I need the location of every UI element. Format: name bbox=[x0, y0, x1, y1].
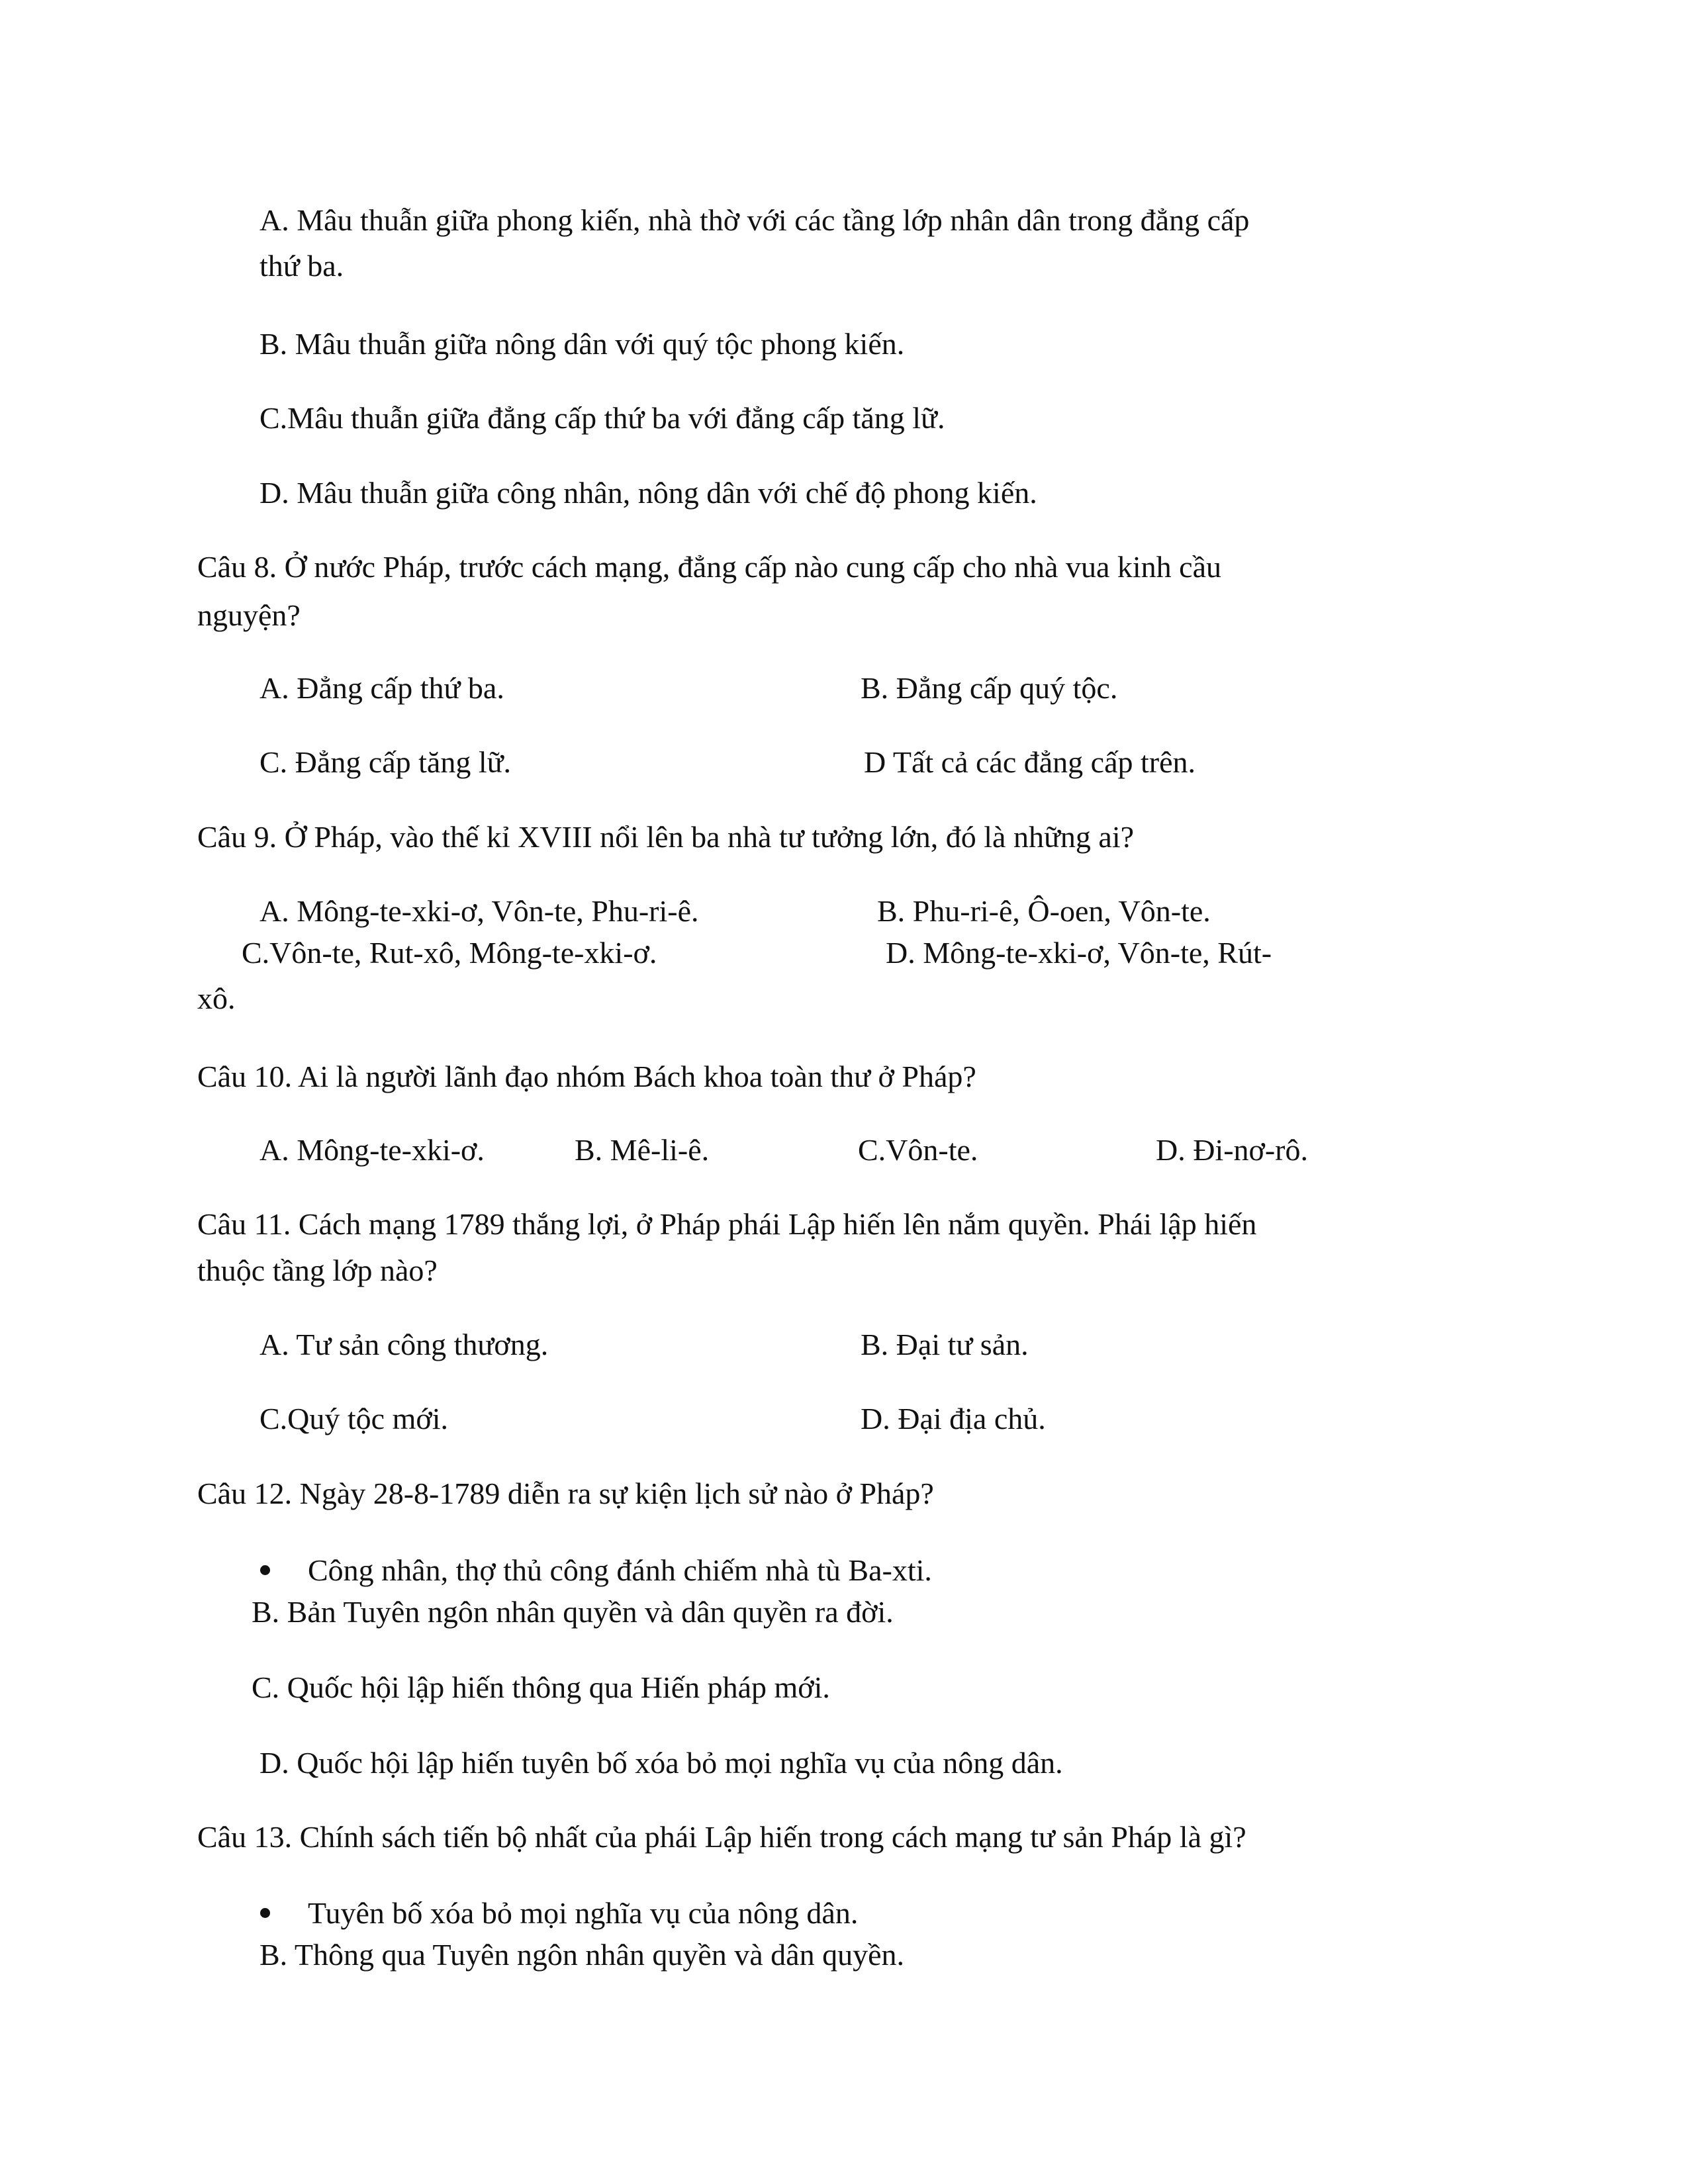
q8-option-a: A. Đẳng cấp thứ ba. bbox=[259, 671, 504, 705]
q10-option-a: A. Mông-te-xki-ơ. bbox=[259, 1133, 485, 1167]
q12-option-b: B. Bản Tuyên ngôn nhân quyền và dân quyền ra đời. bbox=[252, 1595, 894, 1629]
q9-question: Câu 9. Ở Pháp, vào thế kỉ XVIII nổi lên ba nhà tư tưởng lớn, đó là những ai? bbox=[197, 820, 1135, 854]
q8-option-c: C. Đẳng cấp tăng lữ. bbox=[259, 745, 512, 779]
q10-option-b: B. Mê-li-ê. bbox=[575, 1133, 710, 1167]
q9-option-c: C.Vôn-te, Rut-xô, Mông-te-xki-ơ. bbox=[242, 936, 657, 970]
q11-option-c: C.Quý tộc mới. bbox=[259, 1402, 448, 1435]
q8-question-line2: nguyện? bbox=[197, 598, 301, 632]
q11-question-line2: thuộc tầng lớp nào? bbox=[197, 1253, 438, 1287]
q9-option-a: A. Mông-te-xki-ơ, Vôn-te, Phu-ri-ê. bbox=[259, 894, 699, 928]
q7-option-b: B. Mâu thuẫn giữa nông dân với quý tộc phong kiến. bbox=[259, 327, 905, 361]
q7-option-c: C.Mâu thuẫn giữa đẳng cấp thứ ba với đẳng cấp tăng lữ. bbox=[259, 401, 945, 435]
q11-option-a: A. Tư sản công thương. bbox=[259, 1328, 549, 1361]
q11-question-line1: Câu 11. Cách mạng 1789 thắng lợi, ở Pháp phái Lập hiến lên nắm quyền. Phái lập hiến bbox=[197, 1207, 1257, 1241]
q7-option-a-line1: A. Mâu thuẫn giữa phong kiến, nhà thờ với các tầng lớp nhân dân trong đẳng cấp bbox=[259, 203, 1250, 237]
q12-bullet-icon bbox=[260, 1565, 270, 1575]
q12-option-c: C. Quốc hội lập hiến thông qua Hiến pháp mới. bbox=[252, 1670, 830, 1704]
q13-bullet-icon bbox=[260, 1908, 270, 1918]
q12-option-a: Công nhân, thợ thủ công đánh chiếm nhà tù Ba-xti. bbox=[308, 1553, 932, 1587]
q11-option-d: D. Đại địa chủ. bbox=[861, 1402, 1046, 1435]
q8-question-line1: Câu 8. Ở nước Pháp, trước cách mạng, đẳng cấp nào cung cấp cho nhà vua kinh cầu bbox=[197, 550, 1221, 584]
q13-question: Câu 13. Chính sách tiến bộ nhất của phái Lập hiến trong cách mạng tư sản Pháp là gì? bbox=[197, 1820, 1246, 1854]
q10-option-c: C.Vôn-te. bbox=[858, 1133, 978, 1167]
q12-question: Câu 12. Ngày 28-8-1789 diễn ra sự kiện lịch sử nào ở Pháp? bbox=[197, 1477, 934, 1510]
q8-option-d: D Tất cả các đẳng cấp trên. bbox=[864, 745, 1196, 779]
q10-question: Câu 10. Ai là người lãnh đạo nhóm Bách khoa toàn thư ở Pháp? bbox=[197, 1060, 976, 1093]
q9-option-d-line2: xô. bbox=[197, 981, 236, 1015]
q13-option-b: B. Thông qua Tuyên ngôn nhân quyền và dân quyền. bbox=[259, 1938, 905, 1972]
q10-option-d: D. Đi-nơ-rô. bbox=[1156, 1133, 1308, 1167]
q7-option-a-line2: thứ ba. bbox=[259, 249, 344, 283]
q13-option-a: Tuyên bố xóa bỏ mọi nghĩa vụ của nông dân. bbox=[308, 1896, 859, 1930]
q8-option-b: B. Đẳng cấp quý tộc. bbox=[861, 671, 1118, 705]
q9-option-d-line1: D. Mông-te-xki-ơ, Vôn-te, Rút- bbox=[886, 936, 1272, 970]
q12-option-d: D. Quốc hội lập hiến tuyên bố xóa bỏ mọi nghĩa vụ của nông dân. bbox=[259, 1746, 1063, 1780]
q7-option-d: D. Mâu thuẫn giữa công nhân, nông dân với chế độ phong kiến. bbox=[259, 476, 1037, 510]
q11-option-b: B. Đại tư sản. bbox=[861, 1328, 1029, 1361]
q9-option-b: B. Phu-ri-ê, Ô-oen, Vôn-te. bbox=[877, 894, 1211, 928]
